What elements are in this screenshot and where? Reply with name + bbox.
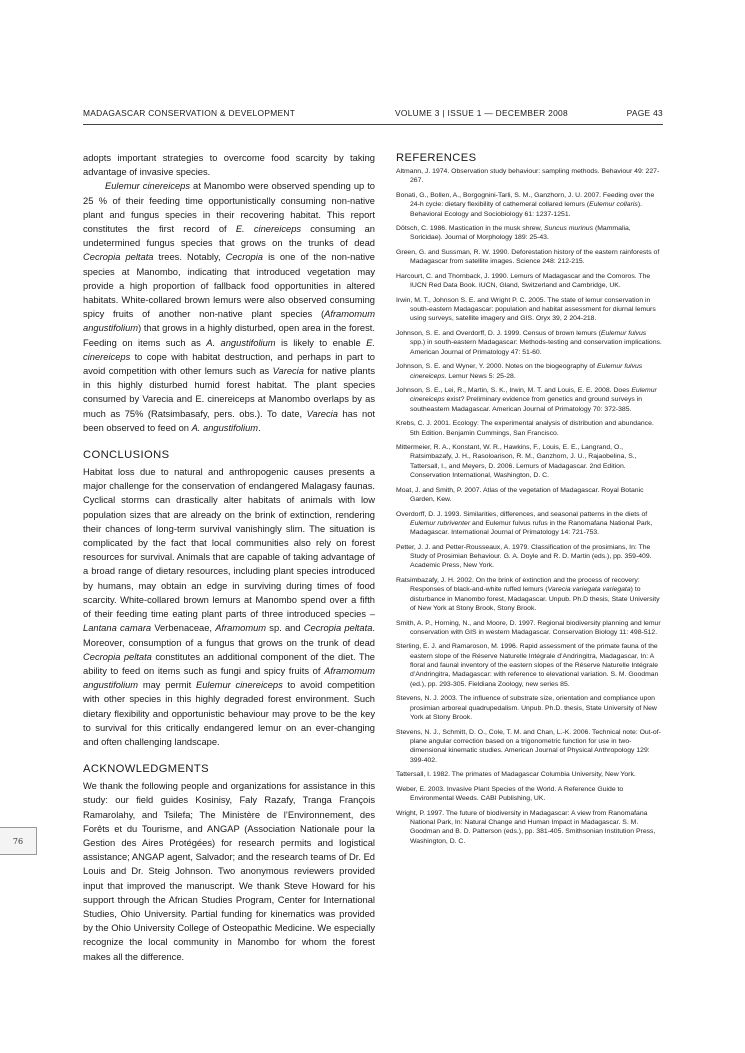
reference-item: Tattersall, I. 1982. The primates of Madagascar Columbia University, New York. (396, 771, 636, 779)
reference-item: Ratsimbazafy, J. H. 2002. On the brink of extinction and the process of recovery: Responses of black-and-white ruffed lemurs (Varecia variegata variegata) to disturbance in Manombo forest, Madagascar. Unpub. Ph.D thesis, State University of New York at Stony Brook, Stony Brook. (396, 577, 660, 613)
reference-item: Irwin, M. T., Johnson S. E. and Wright P. C. 2005. The state of lemur conservation in south-eastern Madagascar: population and habitat assessment for diurnal lemurs using surveys, satellite imagery and GIS. Oryx 39, 2 204-218. (396, 296, 656, 323)
intro-paragraph-1: adopts important strategies to overcome food scarcity by taking advantage of invasive species. (83, 153, 375, 178)
reference-item: Johnson, S. E. and Overdorff, D. J. 1999. Census of brown lemurs (Eulemur fulvus spp.) in south-eastern Madagascar: Methods-testing and conservation implications. American Journal of Primatology 47: 51-60. (396, 329, 662, 356)
reference-item: Johnson, S. E., Lei, R., Martin, S. K., Irwin, M. T. and Louis, E. E. 2008. Does Eulemur cinereiceps exist? Preliminary evidence from genetics and ground surveys in southeastern Madagascar. American Journal of Primatology 70: 372-385. (396, 387, 657, 413)
reference-item: Moat, J. and Smith, P. 2007. Atlas of the vegetation of Madagascar. Royal Botanic Garden, Kew. (396, 486, 644, 504)
page-number: PAGE 43 (626, 108, 663, 118)
acknowledgments-heading: ACKNOWLEDGMENTS (83, 763, 209, 776)
reference-item: Harcourt, C. and Thornback, J. 1990. Lemurs of Madagascar and the Comoros. The IUCN Red Data Book. IUCN, Gland, Switzerland and Cambridge, UK. (396, 272, 651, 290)
acknowledgments-paragraph: We thank the following people and organizations for assistance in this study: our field guides Kosinisy, Faly Razafy, Tranga François Ramarolahy, and Tsilefa; The Ministère de l’Environnement, des Forêts et du Tourisme, and ANGAP (Association Nationale pour la Gestion des Aires Protégées) for research permits and logistical assistance; ANGAP agent, Salvador; and the research teams of Dr. Ed Louis and Dr. Steig Johnson. Two anonymous reviewers provided input that improved the manuscript. We thank Steve Howard for his support through the African Studies Program, Center for International Studies, Ohio University. Partial funding for kinematics was provided by the Ohio University College of Osteopathic Medicine. We especially recognize the local community in Manombo for whom the forest makes all the difference. (83, 781, 375, 962)
running-header (83, 108, 663, 122)
left-column (83, 151, 375, 964)
reference-item: Wright, P. 1997. The future of biodiversity in Madagascar: A view from Ranomafana National Park, In: Natural Change and Human Impact in Madagascar. S. M. Goodman and B. D. Patterson (eds.), pp. 381-405. Smithsonian Institution Press, Washington, D. C. (396, 809, 656, 845)
reference-item: Bonati, G., Bollen, A., Borgognini-Tarli, S. M., Ganzhorn, J. U. 2007. Feeding over the 24-h cycle: dietary flexibility of cathemeral collared lemurs (Eulemur collaris). Behavioral Ecology and Sociobiology 61: 1237-1251. (396, 191, 655, 218)
reference-item: Sterling, E. J. and Ramaroson, M. 1996. Rapid assessment of the primate fauna of the eastern slope of the Réserve Naturelle Intégrale d’Andringitra, Madagascar, In: A floral and faunal inventory of the eastern slopes of the Réserve Naturelle Intégrale d’Andringitra, Madagascar: with reference to elevational variation. S. M. Goodman (ed.), pp. 293-305. Fieldiana Zoology, new series 85. (396, 643, 659, 688)
reference-item: Johnson, S. E. and Wyner, Y. 2000. Notes on the biogeography of Eulemur fulvus cinereiceps. Lemur News 5: 25-28. (396, 363, 643, 380)
reference-item: Altmann, J. 1974. Observation study behaviour: sampling methods. Behaviour 49: 227-267. (396, 168, 660, 185)
conclusions-paragraph: Habitat loss due to natural and anthropogenic causes presents a major challenge for the conservation of endangered Malagasy faunas. Cyclical storms can drastically alter habitats of animals with low population sizes that are already on the brink of extinction, rendering their chances of long-term survival vanishingly slim. The situation is complicated by the fact that local communities also rely on forest resources for survival. Animals that are capable of taking advantage of a broad range of dietary resources, including plant species introduced by humans, may obtain an edge in surviving during times of food scarcity. White-collared brown lemurs at Manombo spend over a fifth of their feeding time eating plant parts of three introduced species – Lantana camara Verbenaceae, Aframomum sp. and Cecropia peltata. Moreover, consumption of a fungus that grows on the trunk of dead Cecropia peltata constitutes an additional component of the diet. The ability to feed on items such as fungi and spicy fruits of Aframomum angustifolium may permit Eulemur cinereiceps to avoid competition with other species in this highly degraded forest environment. Such dietary flexibility and opportunistic behaviour may prove to be the key to survival for this critically endangered lemur on an ever-changing and often challenging landscape. (83, 467, 376, 747)
reference-item: Petter, J. J. and Petter-Rousseaux, A. 1979. Classification of the prosimians, In: The Study of Prosimian Behaviour. G. A. Doyle and R. D. Martin (eds.), pp. 359-409. Academic Press, New York. (396, 543, 652, 570)
reference-item: Smith, A. P., Horning, N., and Moore, D. 1997. Regional biodiversity planning and lemur conservation with GIS in western Madagascar. Conservation Biology 11: 498-512. (396, 619, 661, 636)
reference-item: Mittermeier, R. A., Konstant, W. R., Hawkins, F., Louis, E. E., Langrand, O., Ratsimbazafy, J. H., Rasoloarison, R. M., Ganzhorn, J. U., Rajaobelina, S., Tattersall, I., and Meyers, D. 2006. Lemurs of Madagascar. 2nd Edition. Conservation International, Washington, D. C. (396, 444, 637, 480)
conclusions-heading: CONCLUSIONS (83, 449, 170, 462)
reference-item: Stevens, N. J. 2003. The influence of substrate size, orientation and compliance upon prosimian arboreal quadrupedalism. Unpub. Ph.D. thesis, State University of New York at Stony Brook. (396, 695, 657, 722)
journal-title: MADAGASCAR CONSERVATION & DEVELOPMENT (83, 108, 296, 118)
issue-info: VOLUME 3 | ISSUE 1 — DECEMBER 2008 (395, 108, 568, 118)
intro-paragraph-2: Eulemur cinereiceps at Manombo were observed spending up to 25 % of their feeding time opportunistically consuming non-native plant and fungus species in their recovering habitat. This report constitutes the first record of E. cinereiceps consuming an undetermined fungus species that grows on the trunks of dead Cecropia peltata trees. Notably, Cecropia is one of the non-native species at Manombo, indicating that introduced vegetation may provide a high proportion of fallback food opportunities in altered habitats. White-collared brown lemurs were also observed consuming spicy fruits of another non-native plant species (Aframomum angustifolium) that grows in a highly disturbed, open area in the forest. Feeding on items such as A. angustifolium is likely to enable E. cinereiceps to cope with habitat destruction, and perhaps in part to avoid competition with other lemurs such as Varecia for native plants in this highly disturbed humid forest habitat. The plant species consumed by Varecia and E. cinereiceps at Manombo overlaps by as much as 75% (Ratsimbasafy, pers. obs.). To date, Varecia has not been observed to feed on A. angustifolium. (83, 181, 376, 433)
reference-item: Stevens, N. J., Schmitt, D. O., Cole, T. M. and Chan, L.-K. 2006. Technical note: Out-of-plane angular correction based on a trigonometric function for use in two-dimensional kinematic studies. American Journal of Physical Anthropology 129: 399-402. (396, 728, 661, 764)
reference-item: Weber, E. 2003. Invasive Plant Species of the World. A Reference Guide to Environmental Weeds. CABI Publishing, UK. (396, 785, 624, 802)
right-column (396, 151, 663, 851)
header-rule (83, 124, 663, 125)
reference-item: Overdorff, D. J. 1993. Similarities, differences, and seasonal patterns in the diets of Eulemur rubriventer and Eulemur fulvus rufus in the Ranomafana National Park, Madagascar. International Journal of Primatology 14: 721-753. (396, 510, 653, 537)
references-heading: REFERENCES (396, 152, 477, 164)
reference-item: Dötsch, C. 1986. Mastication in the musk shrew, Suncus murinus (Mammalia, Soricidae). Journal of Morphology 189: 25-43. (396, 225, 631, 242)
reference-list (396, 167, 663, 846)
reference-item: Green, G. and Sussman, R. W. 1990. Deforestation history of the eastern rainforests of Madagascar from satellite images. Science 248: 212-215. (396, 248, 660, 266)
reference-item: Krebs, C. J. 2001. Ecology: The experimental analysis of distribution and abundance. 5th Edition. Benjamin Cummings, San Francisco. (396, 420, 654, 437)
side-page-tab: 76 (0, 827, 37, 855)
